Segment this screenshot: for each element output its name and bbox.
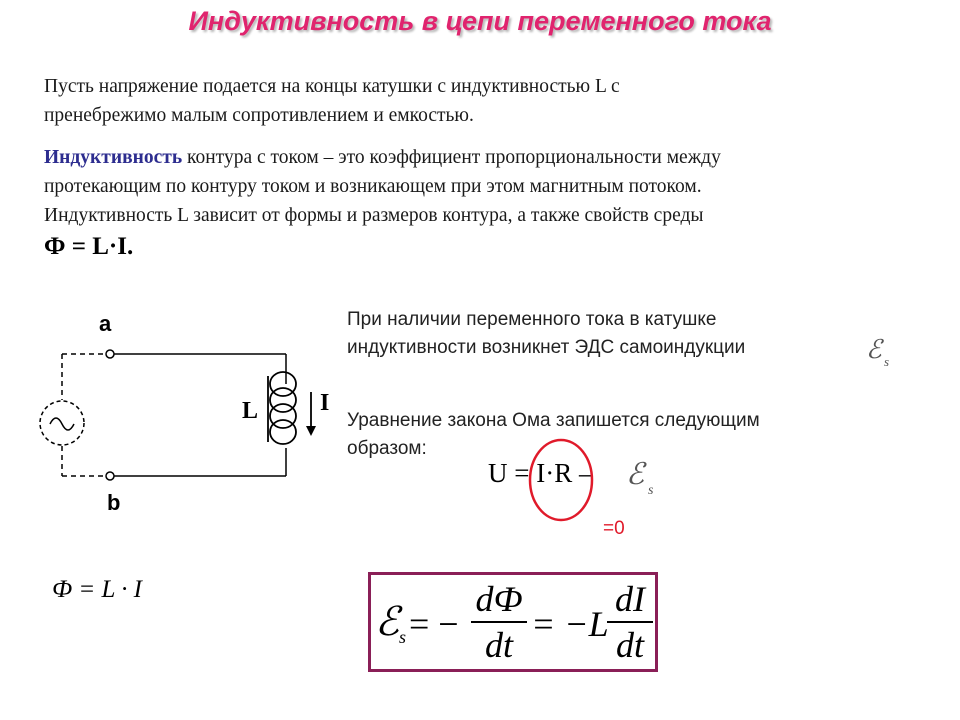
ac-source-icon xyxy=(40,401,84,445)
equals-zero-note: =0 xyxy=(603,518,625,539)
emf-symbol-icon xyxy=(624,456,664,498)
emf-minus-1: = − xyxy=(409,604,459,644)
fraction-1-denominator: dt xyxy=(484,625,513,665)
fraction-2-bar xyxy=(607,621,653,623)
svg-text:s: s xyxy=(399,627,407,647)
emf-line-2: индуктивности возникнет ЭДС самоиндукции xyxy=(347,337,746,358)
flux-formula-small: Ф = L · I xyxy=(52,576,143,603)
svg-text:ℰ: ℰ xyxy=(375,599,400,644)
intro-paragraph xyxy=(44,72,924,130)
fraction-2-denominator: dt xyxy=(615,625,644,665)
svg-text:s: s xyxy=(884,354,890,369)
intro-line-2: пренебрежимо малым сопротивлением и емкостью. xyxy=(44,105,474,126)
emf-formula-box xyxy=(368,572,658,672)
svg-text:ℰ: ℰ xyxy=(626,458,645,491)
terminal-a-icon xyxy=(106,350,114,358)
terminal-b-label: b xyxy=(107,490,121,515)
flux-formula: Ф = L·I. xyxy=(44,233,134,260)
emf-paragraph xyxy=(347,306,907,362)
page-title: Индуктивность в цепи переменного тока xyxy=(188,6,772,36)
circuit-solid-wires xyxy=(114,354,286,476)
definition-line-2: протекающим по контуру током и возникающем при этом магнитным потоком. xyxy=(44,176,702,197)
current-arrow-icon xyxy=(306,392,316,436)
intro-line-1: Пусть напряжение подается на концы катушки с индуктивностью L с xyxy=(44,76,620,97)
fraction-1-numerator: dФ xyxy=(475,579,523,619)
svg-text:s: s xyxy=(648,483,654,498)
terminal-a-label: a xyxy=(99,311,112,336)
fraction-2-numerator: dI xyxy=(615,579,645,619)
inductance-label: L xyxy=(242,398,259,424)
emf-symbol-icon xyxy=(864,334,900,370)
ohm-paragraph xyxy=(347,407,907,463)
fraction-dphi-dt xyxy=(471,579,527,665)
inductor-coil-icon xyxy=(268,372,296,444)
terminal-b-icon xyxy=(106,472,114,480)
svg-text:ℰ: ℰ xyxy=(866,335,882,364)
fraction-1-bar xyxy=(471,621,527,623)
circuit-diagram xyxy=(30,340,350,510)
definition-line-1 xyxy=(44,143,924,172)
fraction-di-dt xyxy=(607,579,653,665)
definition-line-1-rest: контура с током – это коэффициент пропорциональности между xyxy=(182,147,721,168)
definition-line-3: Индуктивность L зависит от формы и размеров контура, а также свойств среды xyxy=(44,205,704,226)
highlight-circle xyxy=(526,436,596,524)
definition-paragraph xyxy=(44,143,924,230)
emf-minus-2: = −L xyxy=(531,604,609,644)
emf-line-1: При наличии переменного тока в катушке xyxy=(347,309,717,330)
current-label: I xyxy=(320,390,330,416)
ohm-equation: U = I·R – xyxy=(488,458,593,488)
ohm-line-1: Уравнение закона Ома запишется следующим xyxy=(347,410,760,431)
term-inductance: Индуктивность xyxy=(44,147,183,168)
ohm-line-2: образом: xyxy=(347,438,427,459)
